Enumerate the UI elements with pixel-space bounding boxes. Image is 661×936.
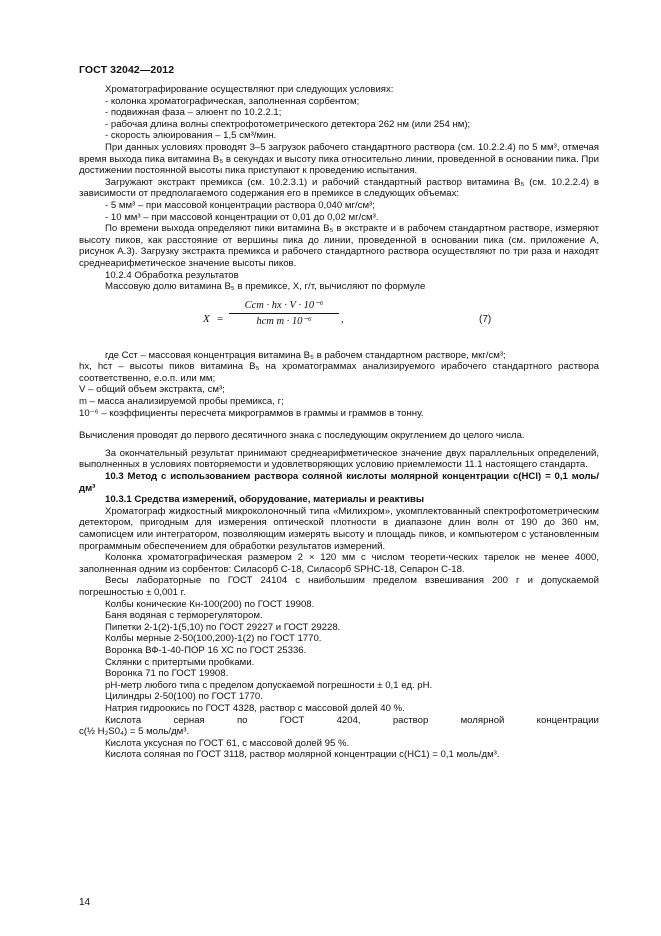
document-header: ГОСТ 32042—2012	[79, 64, 175, 76]
paragraph-rounding: Вычисления проводят до первого десятичного знака с последующим округлением до целого числа.	[79, 430, 525, 442]
equipment-item: Воронка ВФ-1-40-ПОР 16 ХС по ГОСТ 25336.	[105, 644, 307, 656]
sulfuric-word: ГОСТ	[279, 714, 305, 726]
condition-item: - рабочая длина волны спектрофотометрического детектора 262 нм (или 254 нм);	[105, 118, 471, 130]
equipment-item: рН-метр любого типа с пределом допускаемой погрешности ± 0,1 ед. рН.	[105, 679, 433, 691]
condition-item: - скорость элюирования – 1,5 см³/мин.	[105, 130, 277, 142]
paragraph-chromatograph: Хроматограф жидкостный микроколоночный типа «Милихром», укомплектованный спектрофотометрическим детектором, пригодным для измерения оптической плотности в диапазоне длин волн от 190 до 360 нм, самописцем или интегратором, позволяющим измерять высоту и площадь пиков, и компьютером с установленным программным обеспечением для обработки результатов измерений.	[79, 505, 599, 552]
sulfuric-word: концентрации	[536, 714, 599, 726]
sulfuric-word: серная	[173, 714, 205, 726]
formula-comma: ,	[341, 312, 344, 325]
section-10-3: 10.3 Метод с использованием раствора соляной кислоты молярной концентрации c(HCl) = 0,1 моль/дм³	[79, 471, 599, 494]
sulfuric-word: 4204,	[336, 714, 361, 726]
equipment-item: Цилиндры 2-50(100) по ГОСТ 1770.	[105, 691, 263, 703]
equipment-item: Колбы мерные 2-50(100,200)-1(2) по ГОСТ 1770.	[105, 633, 322, 645]
equipment-item: Воронка 71 по ГОСТ 19908.	[105, 668, 229, 680]
where-line: m – масса анализируемой пробы премикса, г;	[79, 396, 284, 408]
page-number: 14	[79, 897, 91, 908]
sulfuric-word: молярной	[460, 714, 505, 726]
formula-number: (7)	[479, 313, 492, 325]
equipment-item: Натрия гидроокись по ГОСТ 4328, раствор с массовой долей 40 %.	[105, 702, 405, 714]
sulfuric-acid-cont: c(½ H₂S0₄) = 5 моль/дм³.	[79, 726, 190, 738]
formula-numerator: Cст · hх · V · 10⁻⁶	[229, 300, 339, 315]
paragraph-load: Загружают экстракт премикса (см. 10.2.3.1) и рабочий стандартный раствор витамина В₅ (см. 10.2.2.4) в зависимости от предполагаемого содержания его в премиксе в следующих объемах:	[79, 176, 599, 200]
document-body	[79, 84, 599, 761]
equipment-item: Колбы конические Кн-100(200) по ГОСТ 19908.	[105, 598, 315, 610]
acid-item: Кислота соляная по ГОСТ 3118, раствор молярной концентрации c(НС1) = 0,1 моль/дм³.	[105, 749, 500, 761]
sulfuric-acid-line	[79, 715, 599, 727]
paragraph-peaks: По времени выхода определяют пики витамина В₅ в экстракте и в рабочем стандартном растворе, измеряют высоту пиков, как расстояние от вершины пика до линии, проведенной в основании пика (см. приложение А, рисунок А.3). Загрузку экстракта премикса и рабочего стандартного раствора осуществляют по три раза и находят среднеарифметическое значение высоты пиков.	[79, 223, 599, 269]
acid-item: Кислота уксусная по ГОСТ 61, с массовой долей 95 %.	[105, 737, 350, 749]
volume-item: - 10 мм³ – при массовой концентрации от 0,01 до 0,02 мг/см³.	[105, 211, 379, 223]
sulfuric-word: по	[236, 714, 248, 726]
paragraph-formula-intro: Массовую долю витамина В₅ в премиксе, X, г/т, вычисляют по формуле	[105, 281, 426, 293]
where-line: 10⁻⁶ – коэффициенты пересчета микрограммов в граммы и граммов в тонну.	[79, 407, 424, 419]
paragraph-scales: Весы лабораторные по ГОСТ 24104 с наибольшим пределом взвешивания 200 г и допускаемой погрешностью ± 0,001 г.	[79, 575, 599, 598]
section-10-3-1: 10.3.1 Средства измерений, оборудование, материалы и реактивы	[105, 494, 425, 506]
formula-7	[79, 297, 599, 347]
volume-item: - 5 мм³ – при массовой концентрации раствора 0,040 мг/см³;	[105, 199, 375, 211]
where-line: hх, hст – высоты пиков витамина В₅ на хроматограммах анализируемого ирабочего стандартного раствора соответственно, е.о.п. или мм;	[79, 361, 599, 384]
equipment-item: Пипетки 2-1(2)-1(5,10) по ГОСТ 29227 и ГОСТ 29228.	[105, 621, 341, 633]
condition-item: - подвижная фаза – элюент по 10.2.2.1;	[105, 107, 282, 119]
sulfuric-word: раствор	[392, 714, 429, 726]
section-10-2-4: 10.2.4 Обработка результатов	[105, 269, 239, 281]
equipment-item: Склянки с притертыми пробками.	[105, 656, 255, 668]
where-line: где Cст – массовая концентрация витамина В₅ в рабочем стандартном растворе, мкг/см³;	[105, 349, 506, 361]
equipment-item: Баня водяная с терморегулятором.	[105, 610, 263, 622]
paragraph-column: Колонка хроматографическая размером 2 × 120 мм с числом теорети-ческих тарелок не менее 4000, заполненная одним из сорбентов: Силасорб С-18, Силасорб SPHC-18, Сепарон С-18.	[79, 552, 599, 575]
conditions-intro: Хроматографирование осуществляют при следующих условиях:	[105, 84, 394, 95]
paragraph-final-result: За окончательный результат принимают среднеарифметическое значение двух параллельных определений, выполненных в условиях повторяемости и удовлетворяющих условию приемлемости 11.1 настоящего стандарта.	[79, 447, 599, 471]
paragraph-injection: При данных условиях проводят 3–5 загрузок рабочего стандартного раствора (см. 10.2.2.4) по 5 мм³, отмечая время выхода пика витамина В₅ в секундах и высоту пика относительно линии, проведенной в основании пика. При достижении постоянной высоты пика приступают к проведению испытания.	[79, 141, 599, 177]
formula-lhs: X	[203, 312, 210, 325]
sulfuric-word: Кислота	[105, 714, 142, 726]
formula-equals: =	[217, 312, 224, 325]
condition-item: - колонка хроматографическая, заполненная сорбентом;	[105, 95, 360, 107]
formula-fraction	[229, 300, 339, 328]
where-line: V – общий объем экстракта, см³;	[79, 384, 225, 396]
formula-denominator: hст m · 10⁻⁶	[256, 316, 312, 328]
